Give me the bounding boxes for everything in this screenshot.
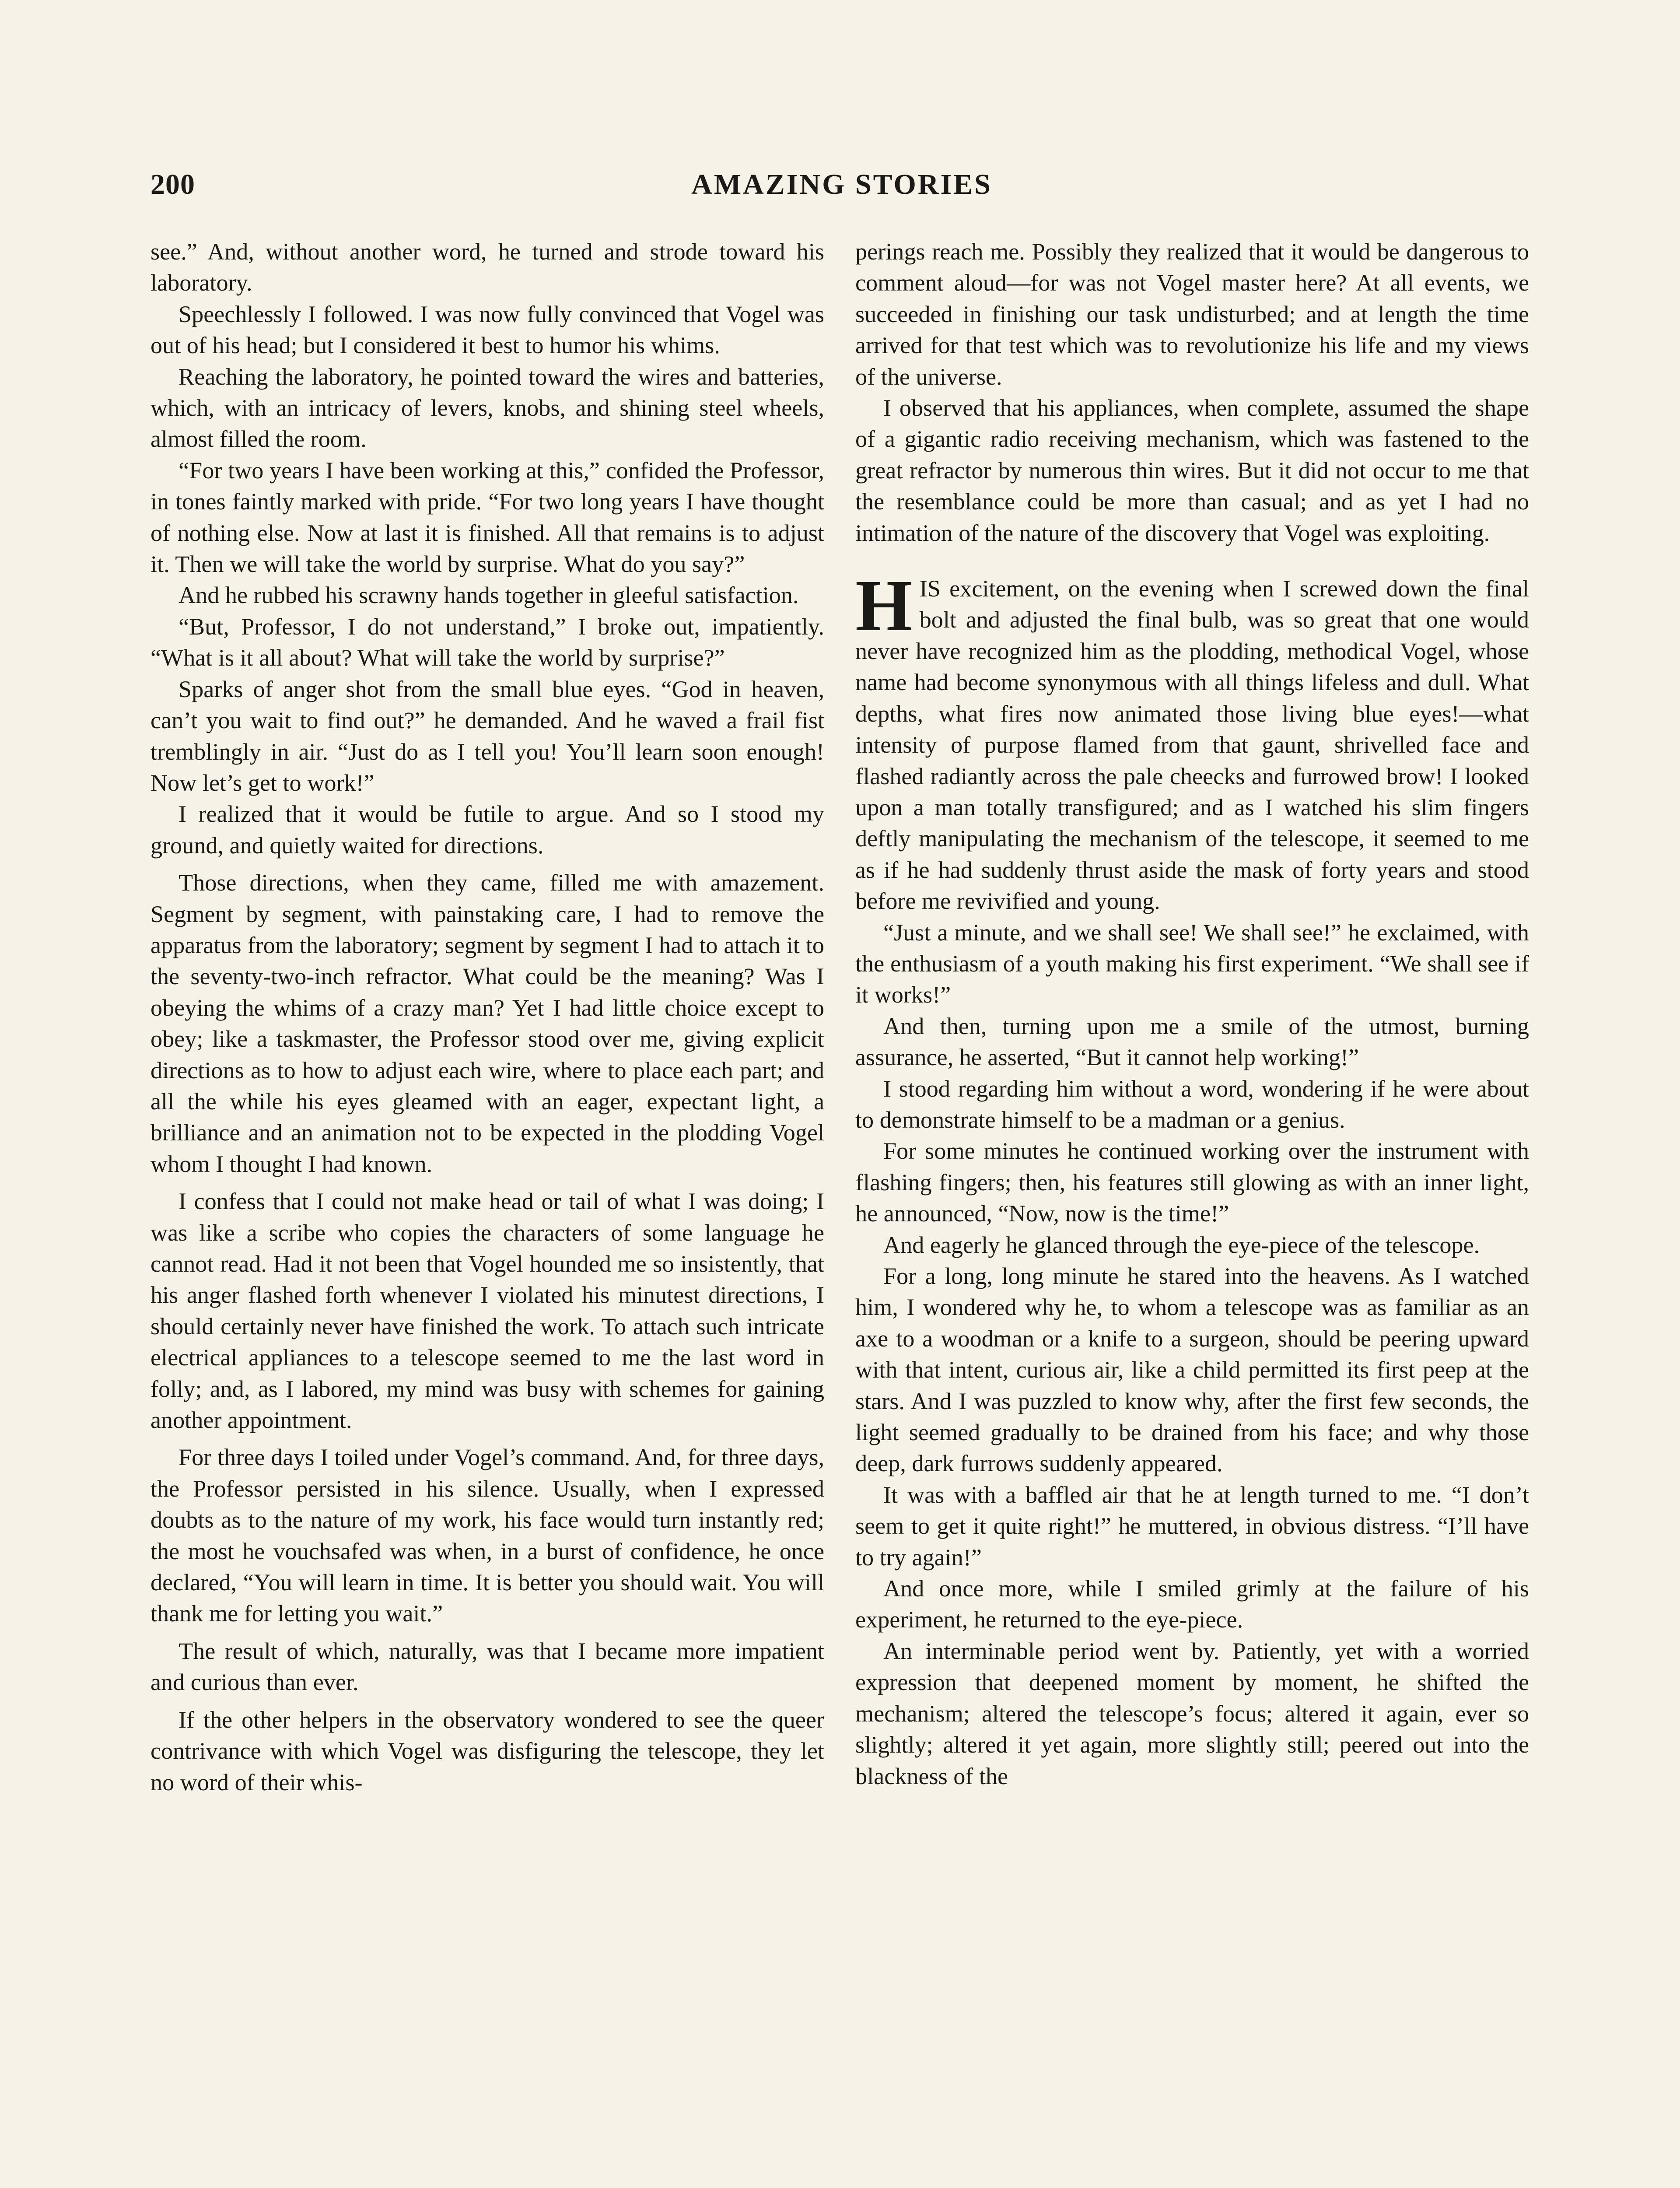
paragraph: Speechlessly I followed. I was now fully convinced that Vogel was out of his head; but I considered it best to humor his whims. bbox=[150, 301, 824, 359]
drop-cap-letter: H bbox=[855, 565, 913, 647]
paragraph: Those directions, when they came, filled me with amazement. Segment by segment, with painstaking care, I had to remove the apparatus from the laboratory; segment by segment I had to attach it to the seventy-two-inch refractor. What could be the meaning? Was I obeying the whims of a crazy man? Yet I had little choice except to obey; like a taskmaster, the Professor stood over me, giving explicit directions as to how to adjust each wire, where to place each part; and all the while his eyes gleamed with an eager, expectant light, a brilliance and an animation not to be expected in the plodding Vogel whom I thought I had known. bbox=[150, 870, 824, 1177]
paragraph: And then, turning upon me a smile of the utmost, burning assurance, he asserted, “But it cannot help working!” bbox=[855, 1013, 1529, 1071]
paragraph: For a long, long minute he stared into the heavens. As I watched him, I wondered why he, to whom a telescope was as familiar as an axe to a woodman or a knife to a surgeon, should be peering upward with that intent, curious air, like a child permitted its first peep at the stars. And I was puzzled to know why, after the first few seconds, the light seemed gradually to be drained from his face; and why those deep, dark furrows suddenly appeared. bbox=[855, 1263, 1529, 1477]
paragraph: The result of which, naturally, was that I became more impatient and curious than ever. bbox=[150, 1637, 824, 1696]
paragraph: And he rubbed his scrawny hands together in gleeful satisfaction. bbox=[178, 582, 799, 609]
paragraph: see.” And, without another word, he turned and strode toward his laboratory. bbox=[150, 238, 824, 296]
paragraph: Sparks of anger shot from the small blue eyes. “God in heaven, can’t you wait to find out?” he demanded. And he waved a frail fist tremblingly in air. “Just do as I tell you! You’ll learn soon enough! Now let’s get to work!” bbox=[150, 676, 824, 796]
text-column-left bbox=[150, 236, 824, 2179]
paragraph: “For two years I have been working at this,” confided the Professor, in tones faintly marked with pride. “For two long years I have thought of nothing else. Now at last it is finished. All that remains is to adjust it. Then we will take the world by surprise. What do you say?” bbox=[150, 457, 824, 578]
paragraph: If the other helpers in the observatory wondered to see the queer contrivance with which Vogel was disfiguring the telescope, they let no word of their whis- bbox=[150, 1706, 824, 1795]
paragraph: It was with a baffled air that he at length turned to me. “I don’t seem to get it quite right!” he muttered, in obvious distress. “I’ll have to try again!” bbox=[855, 1481, 1529, 1571]
paragraph: I observed that his appliances, when complete, assumed the shape of a gigantic radio receiving mechanism, which was fastened to the great refractor by numerous thin wires. But it did not occur to me that the resemblance could be more than casual; and as yet I had no intimation of the nature of the discovery that Vogel was exploiting. bbox=[855, 395, 1529, 546]
paragraph: “But, Professor, I do not understand,” I broke out, impatiently. “What is it all about? What will take the world by surprise?” bbox=[150, 613, 824, 671]
paragraph: I confess that I could not make head or tail of what I was doing; I was like a scribe who copies the characters of some language he cannot read. Had it not been that Vogel hounded me so insistently, that his anger flashed forth whenever I violated his minutest directions, I should certainly never have finished the work. To attach such intricate electrical appliances to a telescope seemed to me the last word in folly; and, as I labored, my mind was busy with schemes for gaining another appointment. bbox=[150, 1188, 824, 1434]
paragraph: And once more, while I smiled grimly at the failure of his experiment, he returned to the eye-piece. bbox=[855, 1575, 1529, 1633]
paragraph: An interminable period went by. Patiently, yet with a worried expression that deepened moment by moment, he shifted the mechanism; altered the telescope’s focus; altered it again, ever so slightly; altered it yet again, more slightly still; peered out into the blackness of the bbox=[855, 1637, 1529, 1789]
paragraph: For some minutes he continued working over the instrument with flashing fingers; then, his features still glowing as with an inner light, he announced, “Now, now is the time!” bbox=[855, 1138, 1529, 1227]
paragraph: “Just a minute, and we shall see! We shall see!” he exclaimed, with the enthusiasm of a youth making his first experiment. “We shall see if it works!” bbox=[855, 919, 1529, 1008]
paragraph-text: IS excitement, on the evening when I screwed down the final bolt and adjusted the final bulb, was so great that one would never have recognized him as the plodding, methodical Vogel, whose name had become synonymous with all things lifeless and dull. What depths, what fires now animated those living blue eyes!—what intensity of purpose flamed from that gaunt, shrivelled face and flashed radiantly across the pale cheecks and furrowed brow! I looked upon a man totally transfigured; and as I watched his slim fingers deftly manipulating the mechanism of the telescope, it seemed to me as if he had suddenly thrust aside the mask of forty years and stood before me revivified and young. bbox=[855, 575, 1529, 915]
paragraph: Reaching the laboratory, he pointed toward the wires and batteries, which, with an intricacy of levers, knobs, and shining steel wheels, almost filled the room. bbox=[150, 363, 824, 452]
paragraph: perings reach me. Possibly they realized that it would be dangerous to comment aloud—for was not Vogel master here? At all events, we succeeded in finishing our task undisturbed; and at length the time arrived for that test which was to revolutionize his life and my views of the universe. bbox=[855, 238, 1529, 390]
paragraph: I stood regarding him without a word, wondering if he were about to demonstrate himself to be a madman or a genius. bbox=[855, 1075, 1529, 1133]
text-column-right bbox=[855, 236, 1529, 2179]
page-number: 200 bbox=[150, 168, 195, 200]
paragraph: And eagerly he glanced through the eye-piece of the telescope. bbox=[883, 1231, 1480, 1258]
paragraph: I realized that it would be futile to argue. And so I stood my ground, and quietly waited for directions. bbox=[150, 801, 824, 859]
paragraph: For three days I toiled under Vogel’s command. And, for three days, the Professor persisted in his silence. Usually, when I expressed doubts as to the nature of my work, his face would turn instantly red; the most he vouchsafed was when, in a burst of confidence, he once declared, “You will learn in time. It is better you should wait. You will thank me for letting you wait.” bbox=[150, 1444, 824, 1627]
running-head-title: AMAZING STORIES bbox=[691, 168, 992, 200]
section-opening-paragraph bbox=[855, 565, 1529, 917]
page-header bbox=[150, 168, 1533, 216]
